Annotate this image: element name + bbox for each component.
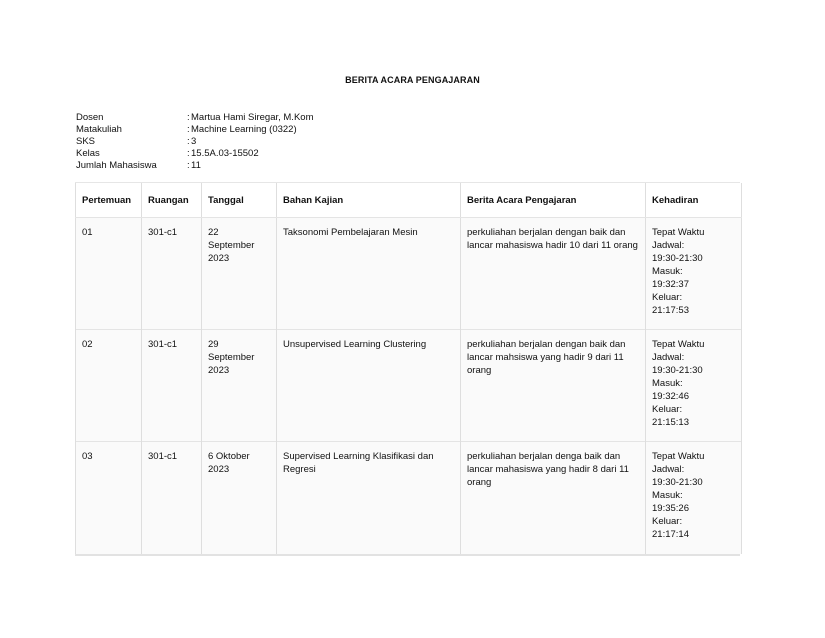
cell-ruangan: 301-c1 [142, 330, 202, 442]
cell-pertemuan: 02 [76, 330, 142, 442]
cell-tanggal [202, 330, 277, 442]
kehadiran-line: 19:30-21:30 [652, 365, 703, 376]
kehadiran-line: Masuk: [652, 490, 683, 501]
attendance-table [75, 183, 742, 554]
info-value: Machine Learning (0322) [191, 124, 297, 135]
info-value: 11 [191, 160, 201, 171]
info-separator: : [187, 124, 190, 135]
info-separator: : [187, 136, 190, 147]
tanggal-line: September [208, 352, 255, 363]
column-header-bahan-kajian: Bahan Kajian [277, 183, 461, 218]
info-label: SKS [76, 136, 96, 147]
kehadiran-line: 19:32:46 [652, 391, 689, 402]
info-separator: : [187, 160, 190, 171]
cell-tanggal [202, 218, 277, 330]
kehadiran-line: Keluar: [652, 516, 683, 527]
kehadiran-line: Masuk: [652, 378, 683, 389]
kehadiran-line: 21:17:14 [652, 529, 689, 540]
kehadiran-line: 21:15:13 [652, 417, 689, 428]
column-header-pertemuan: Pertemuan [76, 183, 142, 218]
cell-ruangan: 301-c1 [142, 442, 202, 554]
table-row [76, 442, 742, 554]
kehadiran-line: Jadwal: [652, 464, 685, 475]
kehadiran-status: Tepat Waktu [652, 227, 705, 238]
cell-ruangan: 301-c1 [142, 218, 202, 330]
table-row [76, 218, 742, 330]
tanggal-line: 29 [208, 339, 219, 350]
kehadiran-line: 19:32:37 [652, 279, 689, 290]
cell-bahan-kajian: Unsupervised Learning Clustering [277, 330, 461, 442]
attendance-table-wrapper [75, 182, 740, 556]
cell-berita-acara: perkuliahan berjalan denga baik dan lancar mahasiswa yang hadir 8 dari 11 orang [461, 442, 646, 554]
tanggal-line: 2023 [208, 253, 230, 264]
cell-pertemuan: 03 [76, 442, 142, 554]
table-header-row [76, 183, 742, 218]
tanggal-line: 2023 [208, 365, 230, 376]
column-header-ruangan: Ruangan [142, 183, 202, 218]
info-label: Kelas [76, 148, 100, 159]
kehadiran-status: Tepat Waktu [652, 451, 705, 462]
info-row-dosen [76, 112, 313, 124]
cell-tanggal [202, 442, 277, 554]
tanggal-line: 6 Oktober [208, 451, 250, 462]
info-row-sks [76, 136, 313, 148]
cell-kehadiran [646, 442, 742, 554]
kehadiran-line: 19:35:26 [652, 503, 689, 514]
kehadiran-line: 19:30-21:30 [652, 477, 703, 488]
kehadiran-line: Jadwal: [652, 240, 685, 251]
table-row [76, 330, 742, 442]
cell-bahan-kajian: Supervised Learning Klasifikasi dan Regresi [277, 442, 461, 554]
tanggal-line: 22 [208, 227, 219, 238]
kehadiran-status: Tepat Waktu [652, 339, 705, 350]
column-header-berita-acara: Berita Acara Pengajaran [461, 183, 646, 218]
info-separator: : [187, 112, 190, 123]
cell-kehadiran [646, 330, 742, 442]
info-value: 3 [191, 136, 197, 147]
info-value: Martua Hami Siregar, M.Kom [191, 112, 314, 123]
page-title: BERITA ACARA PENGAJARAN [345, 75, 480, 85]
info-value: 15.5A.03-15502 [191, 148, 259, 159]
kehadiran-line: Keluar: [652, 404, 683, 415]
kehadiran-line: Jadwal: [652, 352, 685, 363]
kehadiran-line: 21:17:53 [652, 305, 689, 316]
tanggal-line: 2023 [208, 464, 230, 475]
cell-berita-acara: perkuliahan berjalan dengan baik dan lancar mahsiswa yang hadir 9 dari 11 orang [461, 330, 646, 442]
info-label: Jumlah Mahasiswa [76, 160, 157, 171]
course-info [76, 112, 313, 172]
info-label: Dosen [76, 112, 104, 123]
cell-bahan-kajian: Taksonomi Pembelajaran Mesin [277, 218, 461, 330]
kehadiran-line: Keluar: [652, 292, 683, 303]
kehadiran-line: 19:30-21:30 [652, 253, 703, 264]
info-row-jumlah [76, 160, 313, 172]
column-header-kehadiran: Kehadiran [646, 183, 742, 218]
info-row-kelas [76, 148, 313, 160]
cell-pertemuan: 01 [76, 218, 142, 330]
cell-berita-acara: perkuliahan berjalan dengan baik dan lancar mahasiswa hadir 10 dari 11 orang [461, 218, 646, 330]
cell-kehadiran [646, 218, 742, 330]
column-header-tanggal: Tanggal [202, 183, 277, 218]
info-separator: : [187, 148, 190, 159]
info-row-matakuliah [76, 124, 313, 136]
tanggal-line: September [208, 240, 255, 251]
kehadiran-line: Masuk: [652, 266, 683, 277]
info-label: Matakuliah [76, 124, 122, 135]
